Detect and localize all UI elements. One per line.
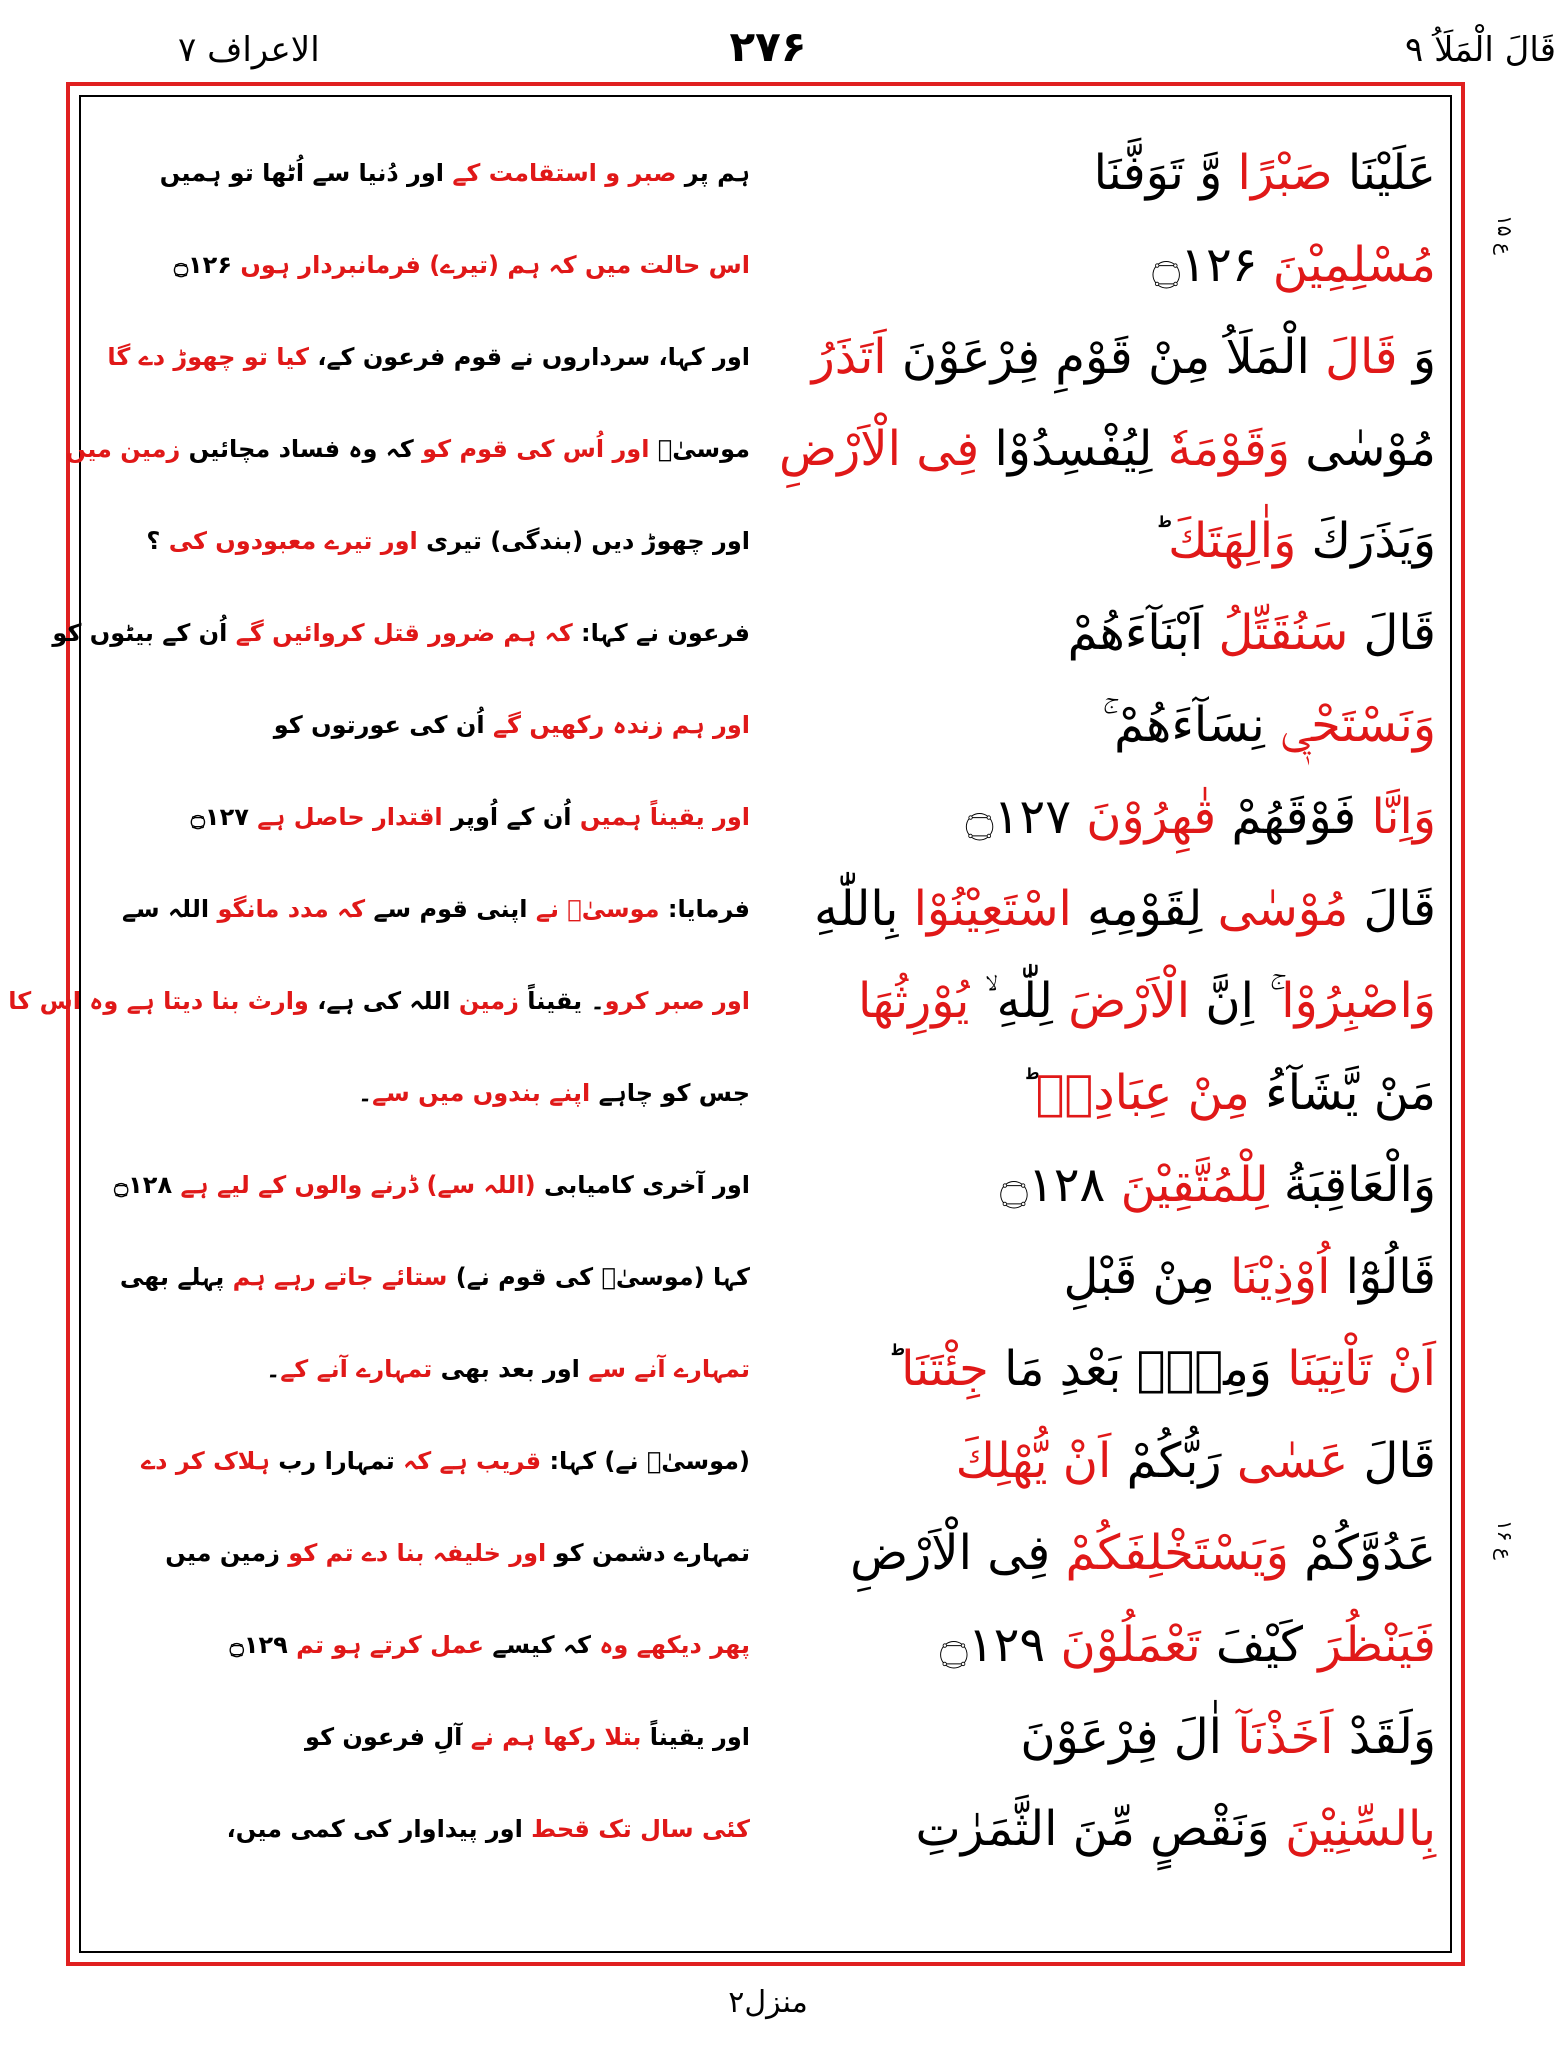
- arabic-text: [796, 498, 1436, 584]
- urdu-word: اور بعد بھی: [432, 1355, 589, 1383]
- urdu-word: ۔: [358, 1079, 373, 1107]
- arabic-word-highlight: بِالسِّنِيْنَ: [1285, 1801, 1436, 1857]
- urdu-word: کہ کیسے: [484, 1631, 600, 1659]
- urdu-translation: [100, 1326, 750, 1412]
- arabic-text: [796, 682, 1436, 768]
- arabic-text: [796, 222, 1436, 308]
- arabic-word: ۝۱۲۸: [999, 1157, 1121, 1213]
- arabic-word-highlight: وَيَسْتَخْلِفَكُمْ: [1065, 1525, 1289, 1581]
- verse-line: [0, 222, 1536, 308]
- arabic-word: وَيَذَرَكَ: [1296, 513, 1436, 569]
- urdu-translation: [100, 498, 750, 584]
- verse-line: [0, 1142, 1536, 1228]
- arabic-text: [796, 958, 1436, 1044]
- ruku-marker: ع ۱۵: [1493, 215, 1517, 255]
- urdu-word-highlight: موسیٰؑ نے: [535, 895, 660, 923]
- verse-line: [0, 590, 1536, 676]
- urdu-word: تمہارے دشمن کو: [546, 1539, 750, 1567]
- urdu-word: (موسیٰؑ نے) کہا:: [541, 1447, 750, 1475]
- verse-line: [0, 1418, 1536, 1504]
- arabic-word-highlight: وَاٰلِهَتَكَ: [1168, 513, 1297, 569]
- arabic-text: [796, 130, 1436, 216]
- urdu-word-highlight: اور ہم زندہ رکھیں گے: [492, 711, 750, 739]
- verse-line: [0, 774, 1536, 860]
- urdu-word: اُن کی عورتوں کو: [273, 711, 493, 739]
- urdu-word: کہا (موسیٰؑ کی قوم نے): [447, 1263, 750, 1291]
- urdu-translation: [100, 1142, 750, 1228]
- arabic-word-highlight: اسْتَعِيْنُوْا: [913, 881, 1072, 937]
- arabic-word: كَيْفَ: [1200, 1617, 1319, 1673]
- urdu-word: تمہارا رب: [269, 1447, 404, 1475]
- arabic-word: الْمَلَاُ مِنْ قَوْمِ فِرْعَوْنَ: [886, 329, 1326, 385]
- arabic-word: رَبُّكُمْ: [1111, 1433, 1237, 1489]
- urdu-word: اللہ کی ہے،: [308, 987, 459, 1015]
- arabic-text: [796, 774, 1436, 860]
- urdu-word-highlight: عمل کرتے ہو تم: [296, 1631, 484, 1659]
- arabic-word-highlight: يُوْرِثُهَا: [857, 973, 970, 1029]
- verse-line: [0, 1326, 1536, 1412]
- page-number: ۲۷۶: [729, 22, 807, 71]
- arabic-word: مِنْ قَبْلِ: [1063, 1249, 1231, 1305]
- arabic-word-highlight: وَاصْبِرُوْا: [1281, 973, 1436, 1029]
- arabic-word-highlight: تَعْمَلُوْنَ: [1060, 1617, 1201, 1673]
- manzil-footer: منزل۲: [728, 1985, 808, 2020]
- arabic-word: مَنْ يَّشَآءُ: [1249, 1065, 1436, 1121]
- arabic-word: نِسَآءَهُمْ ۚ: [1102, 697, 1280, 753]
- urdu-word: اُن کے اُوپر: [442, 803, 580, 831]
- urdu-translation: [100, 774, 750, 860]
- arabic-word: ؕ: [885, 1341, 902, 1397]
- verse-line: [0, 498, 1536, 584]
- urdu-translation: [65, 406, 750, 492]
- urdu-translation: [100, 682, 750, 768]
- arabic-text: [796, 1050, 1436, 1136]
- arabic-word: ؕ: [1020, 1065, 1036, 1121]
- arabic-word: وَالْعَاقِبَةُ: [1268, 1157, 1436, 1213]
- arabic-text: [796, 866, 1436, 952]
- urdu-word-highlight: پھر دیکھے وہ: [599, 1631, 750, 1659]
- urdu-word: ۝۱۲۹: [229, 1631, 297, 1659]
- urdu-word: اللہ سے: [121, 895, 218, 923]
- arabic-word-highlight: قَالَ: [1325, 329, 1398, 385]
- urdu-word: ہم پر: [676, 159, 750, 187]
- arabic-text: [796, 1326, 1436, 1412]
- urdu-word-highlight: اس حالت میں کہ ہم (تیرے) فرمانبردار ہوں: [240, 251, 750, 279]
- verse-line: [0, 682, 1536, 768]
- arabic-word: اٰلَ فِرْعَوْنَ: [1020, 1709, 1238, 1765]
- arabic-word: لِيُفْسِدُوْا: [979, 421, 1168, 477]
- verse-line: [0, 866, 1536, 952]
- verse-line: [0, 1602, 1536, 1688]
- urdu-word-highlight: قریب ہے کہ: [403, 1447, 542, 1475]
- urdu-translation: [52, 590, 750, 676]
- arabic-text: [779, 406, 1436, 492]
- verse-line: [0, 406, 1536, 492]
- arabic-word-highlight: الْاَرْضَ: [1068, 973, 1191, 1029]
- verse-line: [0, 1694, 1536, 1780]
- arabic-word: قَالُوْٓا: [1330, 1249, 1436, 1305]
- arabic-text: [796, 1602, 1436, 1688]
- arabic-word-highlight: اَنْ تَاْتِيَنَا: [1287, 1341, 1436, 1397]
- urdu-word: فرعون نے کہا:: [572, 619, 750, 647]
- urdu-word: اور دُنیا سے اُٹھا تو ہمیں: [159, 159, 453, 187]
- urdu-word-highlight: اور اُس کی قوم کو: [422, 435, 650, 463]
- arabic-word-highlight: وَاِنَّا: [1371, 789, 1436, 845]
- urdu-word: فرمایا:: [659, 895, 750, 923]
- arabic-word-highlight: اَنْ يُّهْلِكَ: [955, 1433, 1112, 1489]
- urdu-translation: [100, 866, 750, 952]
- arabic-text: [796, 590, 1436, 676]
- arabic-word: وَّ تَوَفَّنَا: [1093, 145, 1238, 201]
- urdu-word: اور یقیناً: [641, 1723, 750, 1751]
- arabic-text: [796, 1694, 1436, 1780]
- urdu-word: پہلے بھی: [119, 1263, 233, 1291]
- urdu-word: اور پیداوار کی کمی میں،: [226, 1815, 532, 1843]
- urdu-word: ۝۱۲۶: [173, 251, 241, 279]
- arabic-word-highlight: اَتَذَرُ: [811, 329, 887, 385]
- urdu-word: ۝۱۲۷: [190, 803, 258, 831]
- urdu-word: آلِ فرعون کو: [305, 1723, 471, 1751]
- urdu-word: جس کو چاہے: [590, 1079, 750, 1107]
- arabic-text: [796, 1418, 1436, 1504]
- urdu-translation: [8, 958, 750, 1044]
- urdu-word: ۔: [266, 1355, 281, 1383]
- verse-line: [0, 1786, 1536, 1872]
- arabic-word-highlight: مُسْلِمِيْنَ: [1272, 237, 1436, 293]
- arabic-word-highlight: فِى الْاَرْضِ: [779, 421, 980, 477]
- urdu-word-highlight: تمہارے آنے سے: [588, 1355, 750, 1383]
- arabic-word-highlight: سَنُقَتِّلُ: [1218, 605, 1349, 661]
- arabic-word: ۚ اِنَّ: [1190, 973, 1282, 1029]
- arabic-word: لِقَوْمِهِ: [1071, 881, 1218, 937]
- arabic-word: عَدُوَّكُمْ: [1288, 1525, 1436, 1581]
- urdu-word: ۝۱۲۸: [114, 1171, 181, 1199]
- arabic-word: ۝۱۲۶: [1152, 237, 1273, 293]
- arabic-word-highlight: جِئْتَنَا: [901, 1341, 989, 1397]
- urdu-word-highlight: زمین: [458, 987, 519, 1015]
- arabic-text: [796, 1510, 1436, 1596]
- urdu-word: کہ وہ فساد مچائیں: [180, 435, 423, 463]
- urdu-word-highlight: صبر و استقامت کے: [452, 159, 677, 187]
- arabic-word: فَوْقَهُمْ: [1216, 789, 1372, 845]
- urdu-translation: [100, 1050, 750, 1136]
- urdu-word-highlight: کیا تو چھوڑ دے گا: [107, 343, 309, 371]
- urdu-translation: [100, 222, 750, 308]
- urdu-word-highlight: بتلا رکھا ہم نے: [470, 1723, 642, 1751]
- verse-line: [0, 1050, 1536, 1136]
- urdu-word: ؟: [146, 527, 169, 555]
- urdu-word-highlight: اور تیرے معبودوں کی: [168, 527, 418, 555]
- arabic-word-highlight: صَبْرًا: [1237, 145, 1333, 201]
- arabic-word-highlight: مِنْ عِبَادِهٖ: [1035, 1065, 1250, 1121]
- urdu-translation: [100, 130, 750, 216]
- urdu-word-highlight: ستائے جاتے رہے ہم: [232, 1263, 448, 1291]
- verse-line: [0, 130, 1536, 216]
- surah-name-header: الاعراف ۷: [178, 30, 320, 70]
- arabic-word: اَبْنَآءَهُمْ: [1067, 605, 1219, 661]
- arabic-word-highlight: قٰهِرُوْنَ: [1086, 789, 1217, 845]
- arabic-text: [796, 1234, 1436, 1320]
- verse-line: [0, 1510, 1536, 1596]
- arabic-word-highlight: عَسٰى: [1236, 1433, 1349, 1489]
- urdu-word-highlight: کہ مدد مانگو: [217, 895, 366, 923]
- urdu-word-highlight: تمہارے آنے کے: [280, 1355, 433, 1383]
- arabic-text: [796, 1142, 1436, 1228]
- urdu-word-highlight: کئی سال تک قحط: [531, 1815, 750, 1843]
- urdu-word-highlight: اقتدار حاصل ہے: [257, 803, 443, 831]
- urdu-word: اور کہا، سرداروں نے قوم فرعون کے،: [308, 343, 750, 371]
- urdu-translation: [100, 1786, 750, 1872]
- urdu-translation: [100, 1510, 750, 1596]
- arabic-word: قَالَ: [1348, 1433, 1436, 1489]
- arabic-word: مُوْسٰى: [1290, 421, 1436, 477]
- urdu-word: ۔ یقیناً: [518, 987, 605, 1015]
- urdu-word: اُن کے بیٹوں کو: [52, 619, 236, 647]
- verse-line: [0, 958, 1536, 1044]
- arabic-word: ؕ: [1152, 513, 1169, 569]
- urdu-word-highlight: کہ ہم ضرور قتل کروائیں گے: [235, 619, 573, 647]
- verse-line: [0, 1234, 1536, 1320]
- arabic-word-highlight: لِلْمُتَّقِيْنَ: [1120, 1157, 1269, 1213]
- arabic-word-highlight: مُوْسٰى: [1217, 881, 1349, 937]
- arabic-word-highlight: فَيَنْظُرَ: [1318, 1617, 1436, 1673]
- arabic-word: وَنَقْصٍ مِّنَ الثَّمَرٰتِ: [915, 1801, 1286, 1857]
- juz-name-header: قَالَ الْمَلَاُ ۹: [1405, 30, 1556, 70]
- arabic-word: بِاللّٰهِ: [814, 881, 914, 937]
- urdu-word-highlight: اپنے بندوں میں سے: [372, 1079, 591, 1107]
- urdu-word-highlight: (اللہ سے) ڈرنے والوں کے لیے ہے: [180, 1171, 536, 1199]
- urdu-word-highlight: ہلاک کر دے: [141, 1447, 270, 1475]
- urdu-word: اور چھوڑ دیں (بندگی) تیری: [417, 527, 750, 555]
- arabic-word: قَالَ: [1348, 881, 1436, 937]
- urdu-word-highlight: اور صبر کرو: [604, 987, 750, 1015]
- urdu-word-highlight: زمین میں: [65, 435, 181, 463]
- urdu-word: اپنی قوم سے: [365, 895, 536, 923]
- urdu-translation: [100, 1234, 750, 1320]
- verse-line: [0, 314, 1536, 400]
- arabic-word: وَمِنْۢ بَعْدِ مَا: [988, 1341, 1288, 1397]
- arabic-word: وَلَقَدْ: [1333, 1709, 1436, 1765]
- arabic-word-highlight: وَقَوْمَهٗ: [1167, 421, 1290, 477]
- urdu-translation: [100, 314, 750, 400]
- urdu-word-highlight: اور خلیفہ بنا دے تم کو: [288, 1539, 547, 1567]
- urdu-word: موسیٰؑ: [649, 435, 750, 463]
- arabic-word: ۝۱۲۹: [939, 1617, 1061, 1673]
- arabic-word-highlight: وَنَسْتَحْيٖ: [1279, 697, 1436, 753]
- urdu-word: زمین میں: [165, 1539, 289, 1567]
- ruku-marker: ع ۱۶: [1493, 1520, 1517, 1560]
- urdu-word: اور آخری کامیابی: [535, 1171, 750, 1199]
- arabic-word: قَالَ: [1348, 605, 1436, 661]
- arabic-word: فِى الْاَرْضِ: [850, 1525, 1066, 1581]
- arabic-word: عَلَيْنَا: [1332, 145, 1436, 201]
- arabic-word: لِلّٰهِ ۙ: [969, 973, 1069, 1029]
- arabic-word-highlight: اُوْذِيْنَا: [1230, 1249, 1331, 1305]
- urdu-translation: [100, 1418, 750, 1504]
- urdu-translation: [100, 1602, 750, 1688]
- urdu-word-highlight: وارث بنا دیتا ہے وہ اس کا: [8, 987, 309, 1015]
- urdu-translation: [100, 1694, 750, 1780]
- arabic-word: ۝۱۲۷: [965, 789, 1087, 845]
- arabic-text: [796, 1786, 1436, 1872]
- arabic-word: وَ: [1397, 329, 1436, 385]
- arabic-word-highlight: اَخَذْنَآ: [1237, 1709, 1334, 1765]
- arabic-text: [796, 314, 1436, 400]
- urdu-word-highlight: اور یقیناً ہمیں: [579, 803, 750, 831]
